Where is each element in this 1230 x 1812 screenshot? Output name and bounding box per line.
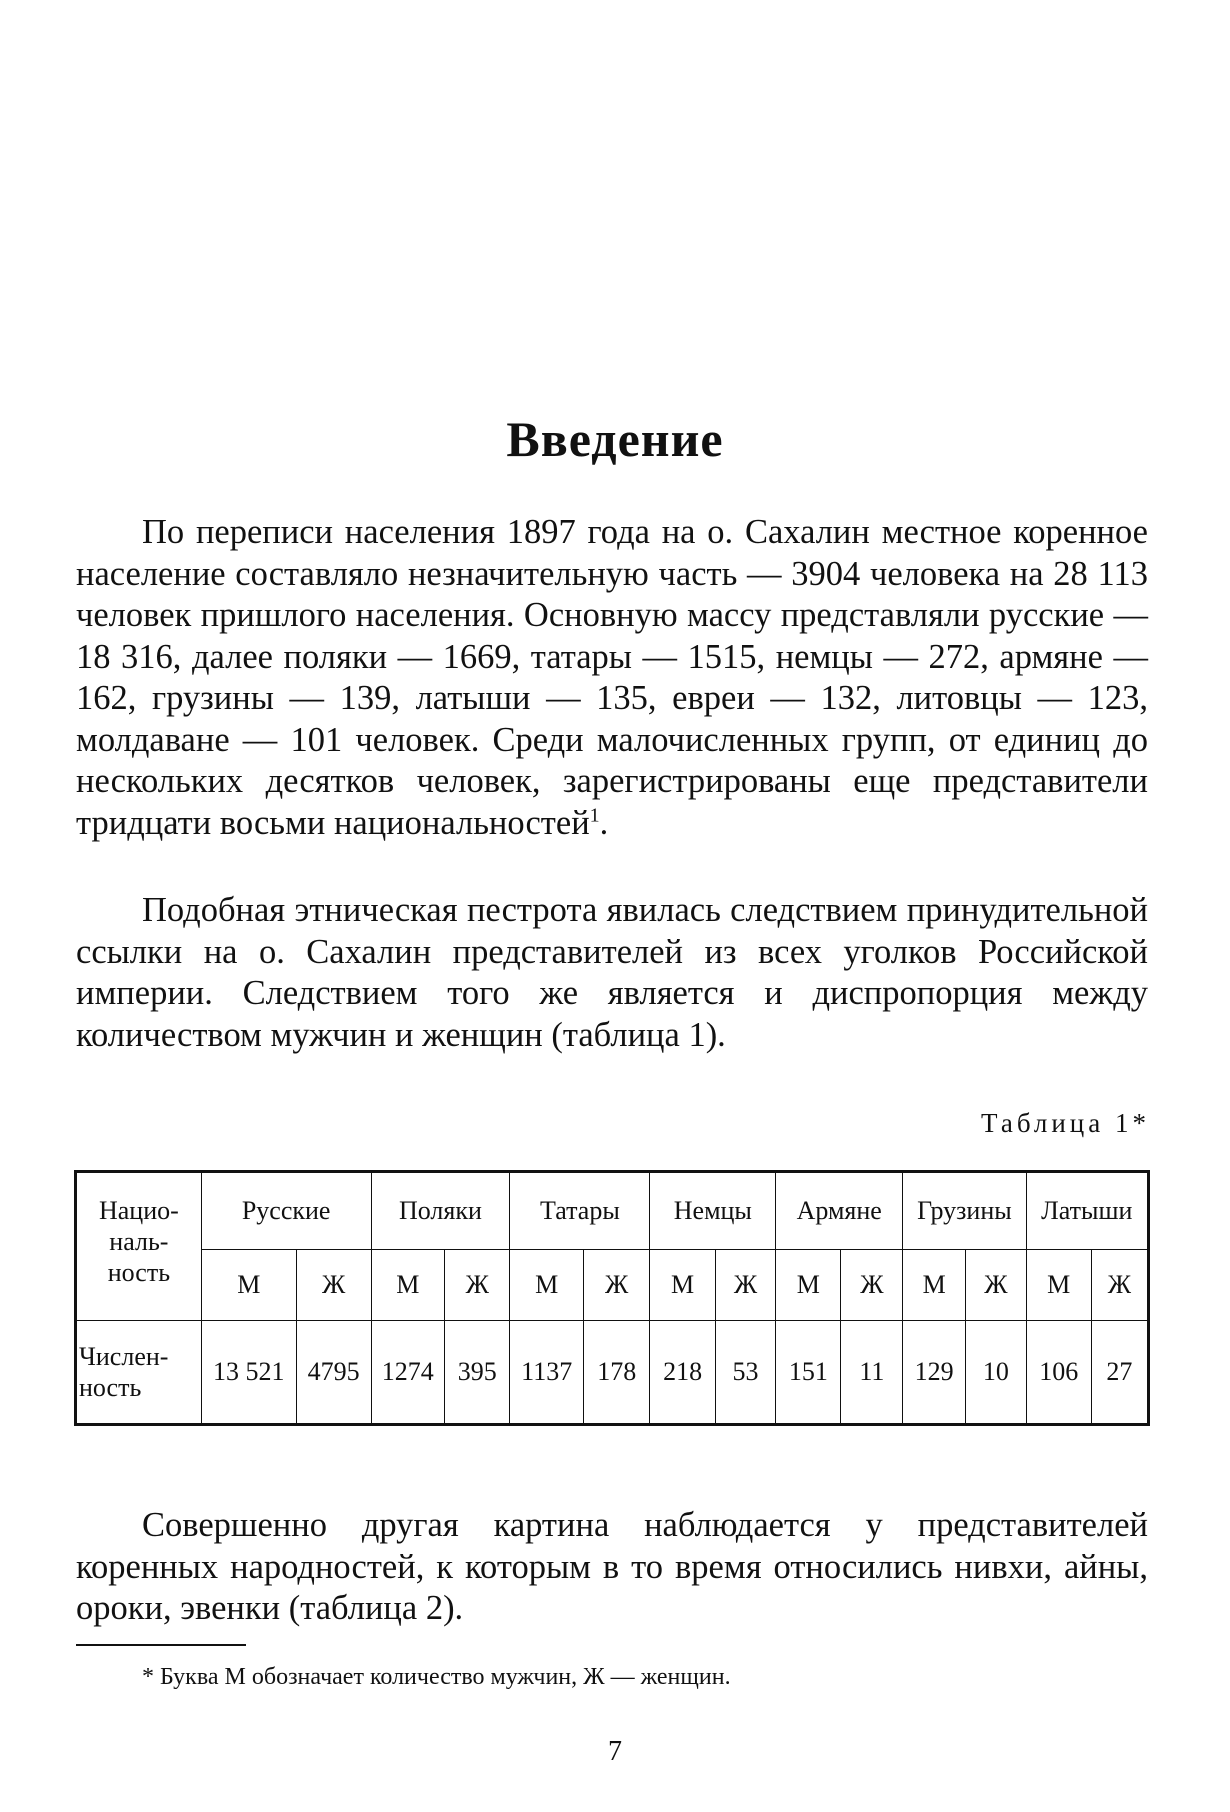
sex-label: М	[776, 1250, 841, 1321]
sex-label: Ж	[715, 1250, 776, 1321]
count-cell: 13 521	[201, 1321, 296, 1425]
paragraph-census-intro	[76, 512, 1148, 844]
nationality-russians: Русские	[201, 1172, 371, 1250]
count-cell: 395	[445, 1321, 510, 1425]
count-cell: 178	[583, 1321, 649, 1425]
table-caption: Таблица 1*	[981, 1108, 1150, 1138]
sex-label: М	[1026, 1250, 1091, 1321]
nationality-tatars: Татары	[510, 1172, 650, 1250]
count-cell: 151	[776, 1321, 841, 1425]
sex-label: Ж	[841, 1250, 903, 1321]
sex-label: Ж	[296, 1250, 371, 1321]
nationality-header: Нацио- наль- ность	[76, 1172, 202, 1321]
population-table	[74, 1170, 1150, 1426]
sex-label: Ж	[583, 1250, 649, 1321]
count-cell: 27	[1091, 1321, 1148, 1425]
nationality-germans: Немцы	[650, 1172, 776, 1250]
paragraph-text: По переписи населения 1897 года на о. Сахалин местное коренное население составляло незначительную часть — 3904 человека на 28 113 человек пришлого населения. Основную массу представляли русские — 18 316, далее поляки — 1669, татары — 1515, немцы — 272, армяне — 162, грузины — 139, латыши — 135, евреи — 132, литовцы — 123, молдаване — 101 человек. Среди малочисленных групп, от единиц до нескольких десятков человек, зарегистрированы еще представители тридцати восьми национальностей	[76, 513, 1148, 842]
paragraph-tail: .	[599, 803, 609, 842]
footnote-divider	[76, 1644, 246, 1646]
nationality-armenians: Армяне	[776, 1172, 903, 1250]
sex-label: М	[650, 1250, 715, 1321]
sex-label: Ж	[966, 1250, 1027, 1321]
count-cell: 1274	[371, 1321, 445, 1425]
count-cell: 10	[966, 1321, 1027, 1425]
count-cell: 4795	[296, 1321, 371, 1425]
footnote: * Буква М обозначает количество мужчин, Ж — женщин.	[142, 1664, 731, 1690]
count-cell: 11	[841, 1321, 903, 1425]
sex-label: Ж	[1091, 1250, 1148, 1321]
sex-label: М	[510, 1250, 584, 1321]
count-cell: 53	[715, 1321, 776, 1425]
nationality-latvians: Латыши	[1026, 1172, 1148, 1250]
paragraph-indigenous: Совершенно другая картина наблюдается у представителей коренных народностей, к которым в то время относились нивхи, айны, ороки, эвенки (таблица 2).	[76, 1506, 1148, 1627]
sex-label: М	[371, 1250, 445, 1321]
count-cell: 106	[1026, 1321, 1091, 1425]
table-header-row	[76, 1172, 1149, 1250]
sex-label: М	[201, 1250, 296, 1321]
table-count-row	[76, 1321, 1149, 1425]
nationality-poles: Поляки	[371, 1172, 510, 1250]
count-cell: 1137	[510, 1321, 584, 1425]
table-sex-row	[76, 1250, 1149, 1321]
sex-label: М	[903, 1250, 966, 1321]
nationality-georgians: Грузины	[903, 1172, 1026, 1250]
page-title: Введение	[506, 411, 724, 467]
page-number: 7	[608, 1736, 622, 1767]
footnote-reference: 1	[589, 804, 600, 826]
count-cell: 129	[903, 1321, 966, 1425]
sex-label: Ж	[445, 1250, 510, 1321]
count-header: Числен- ность	[76, 1321, 202, 1425]
paragraph-ethnic-diversity: Подобная этническая пестрота явилась следствием принудительной ссылки на о. Сахалин представителей из всех уголков Российской империи. Следствием того же является и диспропорция между количеством мужчин и женщин (таблица 1).	[76, 891, 1148, 1054]
count-cell: 218	[650, 1321, 715, 1425]
